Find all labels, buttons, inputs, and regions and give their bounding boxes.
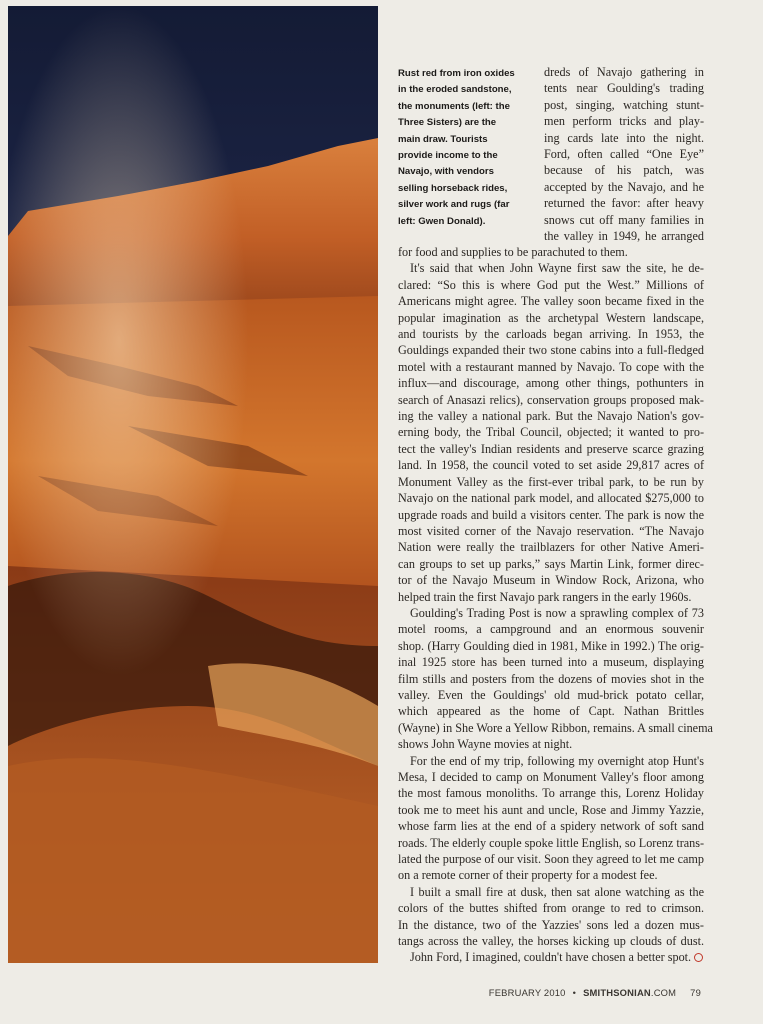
text-line: motel rooms, a campground and an enormous souvenir [398,622,704,637]
text-line: whose farm lies at the end of a spidery network of soft sand [398,819,704,834]
caption-line: left: Gwen Donald). [398,215,486,227]
article-column-upper [544,64,704,244]
text-line: colors of the buttes shifted from orange to red to crimson. [398,901,704,916]
caption-line: in the eroded sandstone, [398,84,512,96]
text-line: for food and supplies to be parachuted to them. [398,245,628,259]
issue-date: FEBRUARY 2010 [488,987,566,998]
text-line: roads. The elderly couple spoke little English, so Lorenz trans- [398,835,705,850]
text-line: Ford, often called “One Eye” [544,147,704,162]
text-line: influx—and discourage, among other things, pothunters in [398,376,704,391]
text-line: Monument Valley as the first-ever tribal park, to be run by [398,474,704,489]
text-line: valley. Even the Gouldings' old mud-brick potato cellar, [398,687,704,702]
photo-caption [398,66,530,230]
text-line: For the end of my trip, following my overnight atop Hunt's [410,753,704,768]
text-line: Gouldings expanded their two stone cabins into a full-fledged [398,343,704,358]
caption-line: silver work and rugs (far [398,199,510,211]
magazine-name: SMITHSONIAN [583,987,651,998]
page-number: 79 [690,987,701,998]
text-line: In the distance, two of the Yazzies' sons led a dozen mus- [398,917,704,932]
page-footer [489,987,701,998]
text-line: which appeared as the home of Capt. Nathan Brittles [398,704,704,719]
text-line: land. In 1958, the council voted to set aside 29,817 acres of [398,458,704,473]
text-line: erning body, the Tribal Council, objected; it wanted to pro- [398,425,704,440]
text-line: search of Anasazi relics), conservation groups proposed mak- [398,392,704,407]
text-line: helped train the first Navajo park rangers in the early 1960s. [398,589,692,604]
text-line: Mesa, I decided to camp on Monument Valley's floor among [398,770,704,784]
footer-separator: • [572,987,577,998]
text-line: tor of the Navajo Museum in Window Rock, Arizona, who [398,573,704,588]
text-line: inal 1925 store has been turned into a museum, displaying [398,655,704,670]
text-line-final [398,949,704,965]
text-line: Americans might agree. The valley soon became fixed in the [398,294,704,309]
text-line: Goulding's Trading Post is now a sprawling complex of 73 [410,605,704,620]
caption-line: main draw. Tourists [398,133,488,145]
text-line: (Wayne) in She Wore a Yellow Ribbon, remains. A small cinema [398,720,713,735]
text-line-final-text: John Ford, I imagined, couldn't have chosen a better spot. [410,950,692,965]
end-mark-icon [694,953,703,962]
text-line: the valley in 1949, he arranged [544,229,704,244]
text-line: Navajo on the national park model, and allocated $275,000 to [398,491,704,506]
text-line: upgrade roads and build a visitors center. The park is now the [398,507,704,522]
text-line: took me to meet his aunt and uncle, Rose and Jimmy Yazzie, [398,802,704,817]
magazine-domain: .COM [650,987,677,998]
text-line: most visited corner of the Navajo reservation. “The Navajo [398,523,704,538]
caption-line: Rust red from iron oxides [398,68,515,79]
text-line: and tourists by the carloads began arriving. In 1953, the [398,327,704,342]
text-line: Nation were really the trailblazers for other Native Ameri- [398,540,704,555]
text-line: lated the purpose of our visit. Soon they agreed to let me camp [398,852,704,867]
text-line: clared: “So this is where God put the West.” Millions of [398,277,704,292]
text-line: on a remote corner of their property for a modest fee. [398,868,658,883]
caption-line: Three Sisters) are the [398,117,497,129]
text-line: shows John Wayne movies at night. [398,737,573,752]
text-line: the most famous monoliths. To arrange this, Lorenz Holiday [398,786,704,801]
text-line: tents near Goulding's trading [544,81,704,96]
monument-valley-photo [8,6,378,963]
text-line: ing cards late into the night. [544,130,704,145]
caption-line: selling horseback rides, [398,182,508,194]
text-line: shop. (Harry Goulding died in 1981, Mike in 1992.) The orig- [398,638,704,653]
text-line: dreds of Navajo gathering in [544,65,704,79]
text-line: motel with a restaurant manned by Navajo. To cope with the [398,359,704,374]
text-line: can groups to set up parks,” says Martin Link, former direc- [398,556,704,571]
text-line: returned the favor: after heavy [544,196,704,211]
text-line: post, singing, watching stunt- [544,97,704,112]
caption-line: provide income to the [398,150,498,162]
text-line: popular imagination as the archetypal Western landscape, [398,310,704,325]
text-line: accepted by the Navajo, and he [544,179,704,194]
article-column-main [398,244,713,966]
text-line: because of his patch, was [544,163,704,178]
text-line: men perform tricks and play- [544,114,704,129]
text-line: snows cut off many families in [544,212,704,227]
text-line: film stills and posters from the dozens of movies shot in the [398,671,704,686]
text-line: ing the valley a national park. But the Navajo Nation's gov- [398,409,704,424]
caption-line: Navajo, with vendors [398,166,494,178]
text-line: tangs across the valley, the horses kicking up clouds of dust. [398,934,704,949]
text-line: tect the valley's Indian residents and preserve scarce grazing [398,441,704,456]
caption-line: the monuments (left: the [398,100,510,112]
photo-illustration [8,6,378,963]
text-line: I built a small fire at dusk, then sat alone watching as the [410,884,704,899]
text-line: It's said that when John Wayne first saw the site, he de- [410,261,704,276]
